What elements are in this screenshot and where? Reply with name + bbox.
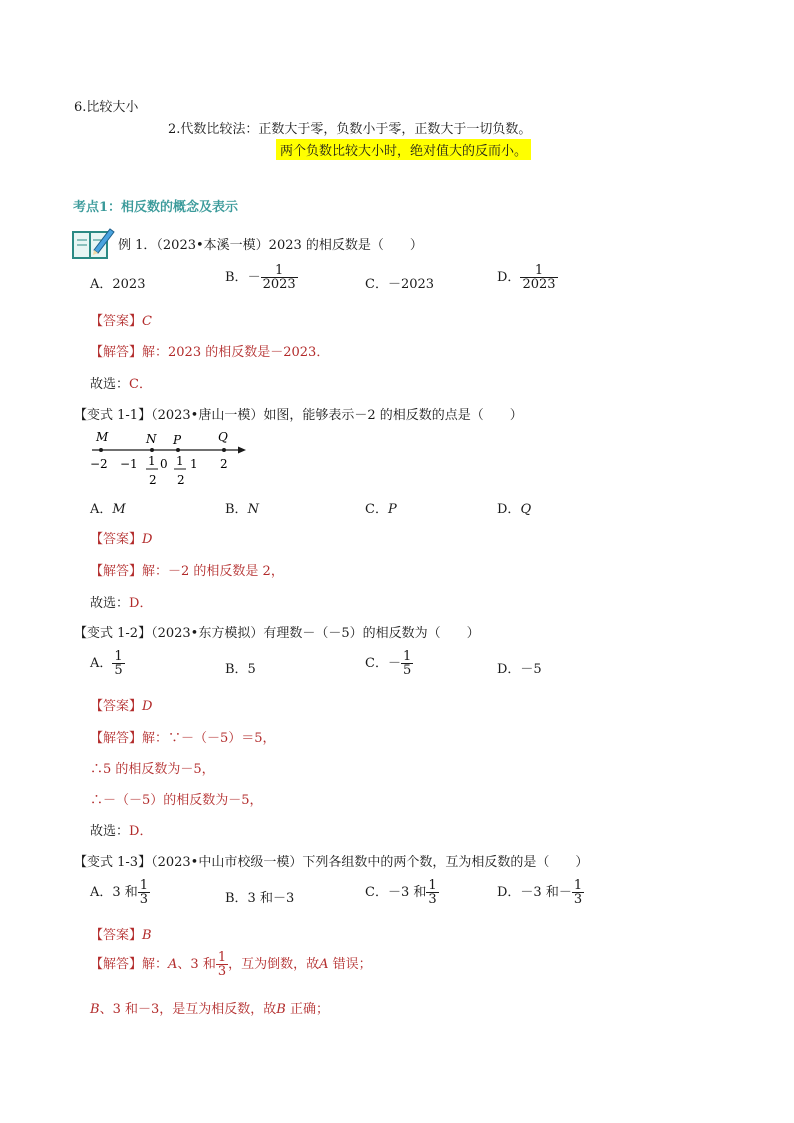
option-b (225, 498, 259, 517)
solution-tag: 【解答】 (90, 564, 143, 579)
section-title: 考点1：相反数的概念及表示 (73, 200, 239, 215)
solution-text: 解：∵－（－5）＝5， (142, 731, 276, 746)
fraction-denominator: 3 (573, 892, 583, 907)
solution-text: 、3 和 (177, 957, 216, 972)
solution-text: 正确； (285, 1002, 329, 1017)
option-d (497, 879, 584, 906)
tick-label: 2 (149, 473, 157, 487)
option-ref: B (90, 1002, 100, 1017)
option-ref: B (276, 1002, 286, 1017)
solution-text: 解： (142, 957, 169, 972)
option-a (90, 879, 150, 906)
fraction-numerator: 1 (573, 878, 583, 893)
fraction-denominator: 5 (402, 663, 412, 678)
point-n (150, 448, 154, 452)
variant-1-1-question (74, 404, 523, 423)
option-a (90, 498, 126, 517)
tick-label: −2 (90, 457, 108, 471)
answer-line (90, 924, 152, 943)
solution-line (90, 727, 276, 746)
option-letter: C． (365, 502, 388, 517)
option-letter: A． (90, 656, 113, 671)
answer-line (90, 310, 152, 329)
conclusion-line (90, 592, 152, 611)
conclusion-prefix: 故选： (90, 596, 130, 611)
variant-label: 【变式 1-1】 (74, 408, 152, 423)
fraction-denominator: 3 (428, 892, 437, 907)
tick-label: 0 (160, 457, 168, 471)
fraction-numerator: 1 (402, 649, 412, 664)
solution-text: 错误； (328, 957, 372, 972)
option-letter: D． (497, 502, 521, 517)
fraction-denominator: 5 (114, 663, 123, 678)
solution-tag: 【解答】 (90, 345, 143, 360)
conclusion-line (90, 820, 152, 839)
answer-value: C (142, 314, 152, 329)
conclusion-prefix: 故选： (90, 824, 130, 839)
option-c (365, 879, 439, 906)
solution-line (90, 951, 372, 978)
fraction-numerator: 1 (261, 264, 298, 278)
tick-label: 2 (177, 473, 185, 487)
fraction-numerator: 1 (139, 878, 149, 893)
option-value: N (247, 502, 259, 517)
answer-line (90, 528, 152, 547)
tick-label: 2 (220, 457, 228, 471)
variant-label: 【变式 1-3】 (74, 855, 152, 870)
solution-text: 解：－2 的相反数是 2， (142, 564, 284, 579)
option-ref: A (168, 957, 178, 972)
option-letter: A． (90, 502, 113, 517)
option-letter: C． (365, 656, 388, 671)
answer-tag: 【答案】 (90, 532, 143, 547)
rule-negative-comparison: 两个负数比较大小时，绝对值大的反而小。 (276, 139, 531, 160)
conclusion-value: D (129, 824, 140, 839)
conclusion-prefix: 故选： (90, 377, 130, 392)
option-c: C．－2023 (365, 277, 435, 292)
solution-line (90, 560, 284, 579)
minus-sign: － (387, 656, 401, 671)
option-value: Q (520, 502, 532, 517)
fraction-numerator: 1 (114, 649, 123, 664)
tick-label: 1 (148, 454, 156, 468)
variant-label: 【变式 1-2】 (74, 626, 152, 641)
tick-label: 1 (176, 454, 184, 468)
conclusion-suffix: ． (139, 596, 153, 611)
option-letter: B． (225, 270, 248, 285)
point-m (99, 448, 103, 452)
page-heading: 6.比较大小 (74, 100, 139, 115)
point-label-n: N (146, 432, 157, 446)
answer-line (90, 695, 152, 714)
fraction-numerator: 1 (217, 950, 227, 965)
option-letter: C．－3 和 (365, 885, 427, 900)
question-source: （2023•本溪一模） (156, 238, 269, 253)
option-d (497, 498, 531, 517)
option-a (90, 650, 125, 677)
solution-step-2: ∴5 的相反数为－5， (90, 762, 215, 777)
solution-tag: 【解答】 (90, 731, 143, 746)
fraction-denominator: 3 (217, 964, 227, 979)
point-label-p: P (173, 433, 182, 447)
solution-step-2 (90, 998, 329, 1017)
variant-1-2-question (74, 622, 480, 641)
solution-text: 、3 和－3，是互为相反数，故 (99, 1002, 277, 1017)
fraction-numerator: 1 (520, 264, 557, 278)
variant-1-3-question (74, 851, 588, 870)
option-a: A．2023 (90, 277, 146, 292)
fraction-denominator: 2023 (262, 277, 296, 292)
minus-sign: － (247, 270, 261, 285)
answer-tag: 【答案】 (90, 699, 143, 714)
number-line-arrow (238, 447, 246, 454)
point-label-q: Q (218, 430, 228, 444)
question-stem: 2023 的相反数是（ ） (268, 238, 423, 253)
option-letter: B． (225, 502, 248, 517)
answer-tag: 【答案】 (90, 928, 143, 943)
number-line-figure (88, 428, 258, 490)
fraction-numerator: 1 (428, 878, 437, 893)
answer-value: D (142, 699, 153, 714)
option-value: P (387, 502, 397, 517)
tick-label: 1 (190, 457, 198, 471)
solution-step-3: ∴－（－5）的相反数为－5， (90, 793, 263, 808)
option-b (225, 264, 298, 291)
conclusion-suffix: ． (138, 377, 152, 392)
solution-line (90, 341, 329, 360)
example-label: 例 1． (118, 238, 157, 253)
option-d: D．－5 (497, 662, 542, 677)
option-c (365, 498, 397, 517)
fraction-denominator: 3 (139, 892, 149, 907)
solution-tag: 【解答】 (90, 957, 143, 972)
question-stem: （2023•东方模拟）有理数－（－5）的相反数为（ ） (151, 626, 480, 641)
conclusion-line (90, 373, 152, 392)
conclusion-suffix: ． (139, 824, 153, 839)
option-b: B．5 (225, 662, 256, 677)
conclusion-value: D (129, 596, 140, 611)
rule-algebraic-comparison: 2.代数比较法：正数大于零，负数小于零，正数大于一切负数。 (168, 122, 532, 137)
answer-tag: 【答案】 (90, 314, 143, 329)
point-q (222, 448, 226, 452)
answer-value: D (142, 532, 153, 547)
option-letter: D．－3 和－ (497, 885, 572, 900)
point-label-m: M (96, 430, 109, 444)
tick-label: −1 (120, 457, 138, 471)
option-value: M (112, 502, 126, 517)
answer-value: B (142, 928, 152, 943)
fraction-denominator: 2023 (522, 277, 556, 292)
solution-text: ，互为倒数，故 (228, 957, 320, 972)
solution-text: 解：2023 的相反数是－2023． (142, 345, 330, 360)
option-b: B．3 和－3 (225, 891, 295, 906)
conclusion-value: C (129, 377, 139, 392)
option-ref: A (319, 957, 329, 972)
point-p (176, 448, 180, 452)
option-letter: D． (497, 270, 521, 285)
notebook-pencil-icon (72, 226, 116, 260)
option-letter: A．3 和 (90, 885, 138, 900)
question-stem: （2023•唐山一模）如图，能够表示－2 的相反数的点是（ ） (151, 408, 523, 423)
example-1-question (118, 234, 423, 253)
question-stem: （2023•中山市校级一模）下列各组数中的两个数，互为相反数的是（ ） (151, 855, 589, 870)
option-d (497, 264, 558, 291)
option-c (365, 650, 413, 677)
